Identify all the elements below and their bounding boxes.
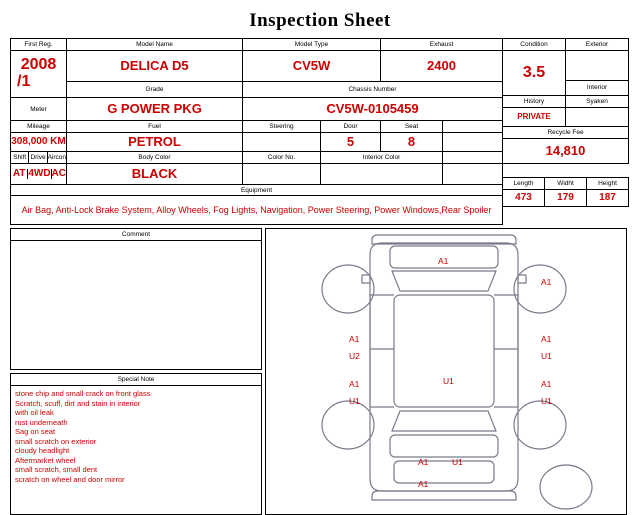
- special-note-line: rust underneath: [15, 417, 68, 427]
- value-interior-color: [321, 164, 443, 185]
- value-syaken: [566, 108, 629, 127]
- value-recycle-fee: 14,810: [503, 139, 629, 164]
- value-chassis-number: CV5W-0105459: [243, 98, 503, 121]
- label-syaken: Syaken: [566, 96, 629, 108]
- diagram-mark: A1: [541, 379, 552, 389]
- value-model-name: DELICA D5: [67, 51, 243, 82]
- notes-column: [10, 228, 262, 515]
- diagram-mark: A1: [418, 457, 429, 467]
- label-body-color: Body Color: [67, 152, 243, 164]
- label-first-reg: First Reg.: [11, 39, 67, 51]
- value-aircon: AC: [51, 167, 66, 179]
- label-shift: [11, 152, 67, 164]
- diagram-mark: U1: [541, 351, 552, 361]
- label-grade: Grade: [67, 82, 243, 98]
- condition-table: [502, 38, 629, 164]
- vehicle-diagram: [265, 228, 627, 515]
- bottom-region: [10, 228, 630, 515]
- comment-text: [11, 241, 261, 247]
- diagram-mark: A1: [418, 479, 429, 489]
- special-note-line: cloudy headlight: [15, 446, 70, 455]
- label-exterior: Exterior: [566, 39, 629, 51]
- special-note-box: [10, 373, 262, 515]
- value-door: 5: [321, 133, 381, 152]
- diagram-mark: U2: [349, 351, 360, 361]
- value-exhaust: 2400: [381, 51, 503, 82]
- label-recycle-fee: Recycle Fee: [503, 127, 629, 139]
- spacer-cell-4: [443, 164, 503, 185]
- label-color-no: Color No.: [243, 152, 321, 164]
- value-width: 179: [545, 190, 587, 207]
- page-title: Inspection Sheet: [249, 10, 391, 31]
- vehicle-outline-svg: [266, 229, 626, 514]
- diagram-mark: U1: [541, 396, 552, 406]
- label-height: Height: [587, 178, 629, 190]
- label-seat: Seat: [381, 121, 443, 133]
- label-equipment: Equipment: [11, 185, 503, 196]
- special-note-text: [11, 386, 261, 487]
- special-note-line: scratch on wheel and door mirror: [15, 474, 125, 484]
- diagram-mark: U1: [452, 457, 463, 467]
- label-width: Widht: [545, 178, 587, 190]
- value-steering: [243, 133, 321, 152]
- diagram-column: [265, 228, 627, 515]
- label-exhaust: Exhaust: [381, 39, 503, 51]
- value-height: 187: [587, 190, 629, 207]
- value-first-reg-year: 2008: [20, 56, 57, 74]
- condition-block: [502, 38, 628, 207]
- special-note-line: Aftermarket wheel: [15, 455, 76, 465]
- diagram-mark: U1: [349, 396, 360, 406]
- special-note-line: stone chip and small crack on front glass: [15, 389, 151, 398]
- label-interior: Interior: [566, 80, 629, 95]
- label-length: Length: [503, 178, 545, 190]
- label-meter: Meter: [11, 98, 67, 121]
- label-drive-text: Drive: [30, 154, 46, 161]
- label-model-type: Model Type: [243, 39, 381, 51]
- diagram-mark: A1: [349, 379, 360, 389]
- diagram-mark: A1: [541, 334, 552, 344]
- special-note-header: Special Note: [11, 374, 261, 386]
- special-note-line: small scratch, small dent: [15, 465, 98, 474]
- value-condition: 3.5: [503, 51, 566, 96]
- label-mileage: Mileage: [11, 121, 67, 133]
- label-steering: Steering: [243, 121, 321, 133]
- value-equipment: Air Bag, Anti-Lock Brake System, Alloy Wheels, Fog Lights, Navigation, Power Steering, Power Windows,Rear Spoiler: [11, 196, 503, 225]
- diagram-mark: A1: [349, 334, 360, 344]
- value-grade: G POWER PKG: [67, 98, 243, 121]
- special-note-line: Scratch, scuff, dirt and stain in interior: [15, 398, 141, 408]
- label-fuel: Fuel: [67, 121, 243, 133]
- value-seat: 8: [381, 133, 443, 152]
- value-drive: 4WD: [28, 167, 51, 179]
- value-body-color: BLACK: [67, 164, 243, 185]
- value-history: PRIVATE: [503, 108, 566, 127]
- dimensions-table: [502, 177, 629, 207]
- label-aircon-text: Aircon: [47, 154, 66, 161]
- label-model-name: Model Name: [67, 39, 243, 51]
- special-note-line: with oil leak: [15, 408, 54, 417]
- special-note-line: small scratch on exterior: [15, 436, 97, 446]
- comment-box: [10, 228, 262, 370]
- label-shift-text: Shift: [13, 154, 27, 161]
- value-fuel: PETROL: [67, 133, 243, 152]
- value-length: 473: [503, 190, 545, 207]
- value-model-type: CV5W: [243, 51, 381, 82]
- special-note-line: Sag on seat: [15, 427, 56, 436]
- spacer-cell-2: [443, 133, 503, 152]
- label-spacer-1: [443, 121, 503, 133]
- label-history: History: [503, 96, 566, 108]
- spacer-cell-3: [443, 152, 503, 164]
- vehicle-info-block: [10, 38, 502, 225]
- value-shift: AT: [12, 167, 26, 179]
- header-tables: [10, 38, 630, 225]
- diagram-mark: A1: [541, 277, 552, 287]
- vehicle-info-table: [10, 38, 503, 133]
- label-condition: Condition: [503, 39, 566, 51]
- diagram-mark: A1: [438, 256, 449, 266]
- label-interior-color: Interior Color: [321, 152, 443, 164]
- value-mileage: 308,000 KM: [11, 133, 67, 152]
- value-color-no: [243, 164, 321, 185]
- label-door: Door: [321, 121, 381, 133]
- value-exterior: [566, 51, 629, 81]
- vehicle-info-table-2: [10, 132, 503, 225]
- diagram-mark: U1: [443, 376, 454, 386]
- comment-header: Comment: [11, 229, 261, 241]
- label-chassis-number: Chassis Number: [243, 82, 503, 98]
- value-first-reg-month: /1: [17, 73, 31, 90]
